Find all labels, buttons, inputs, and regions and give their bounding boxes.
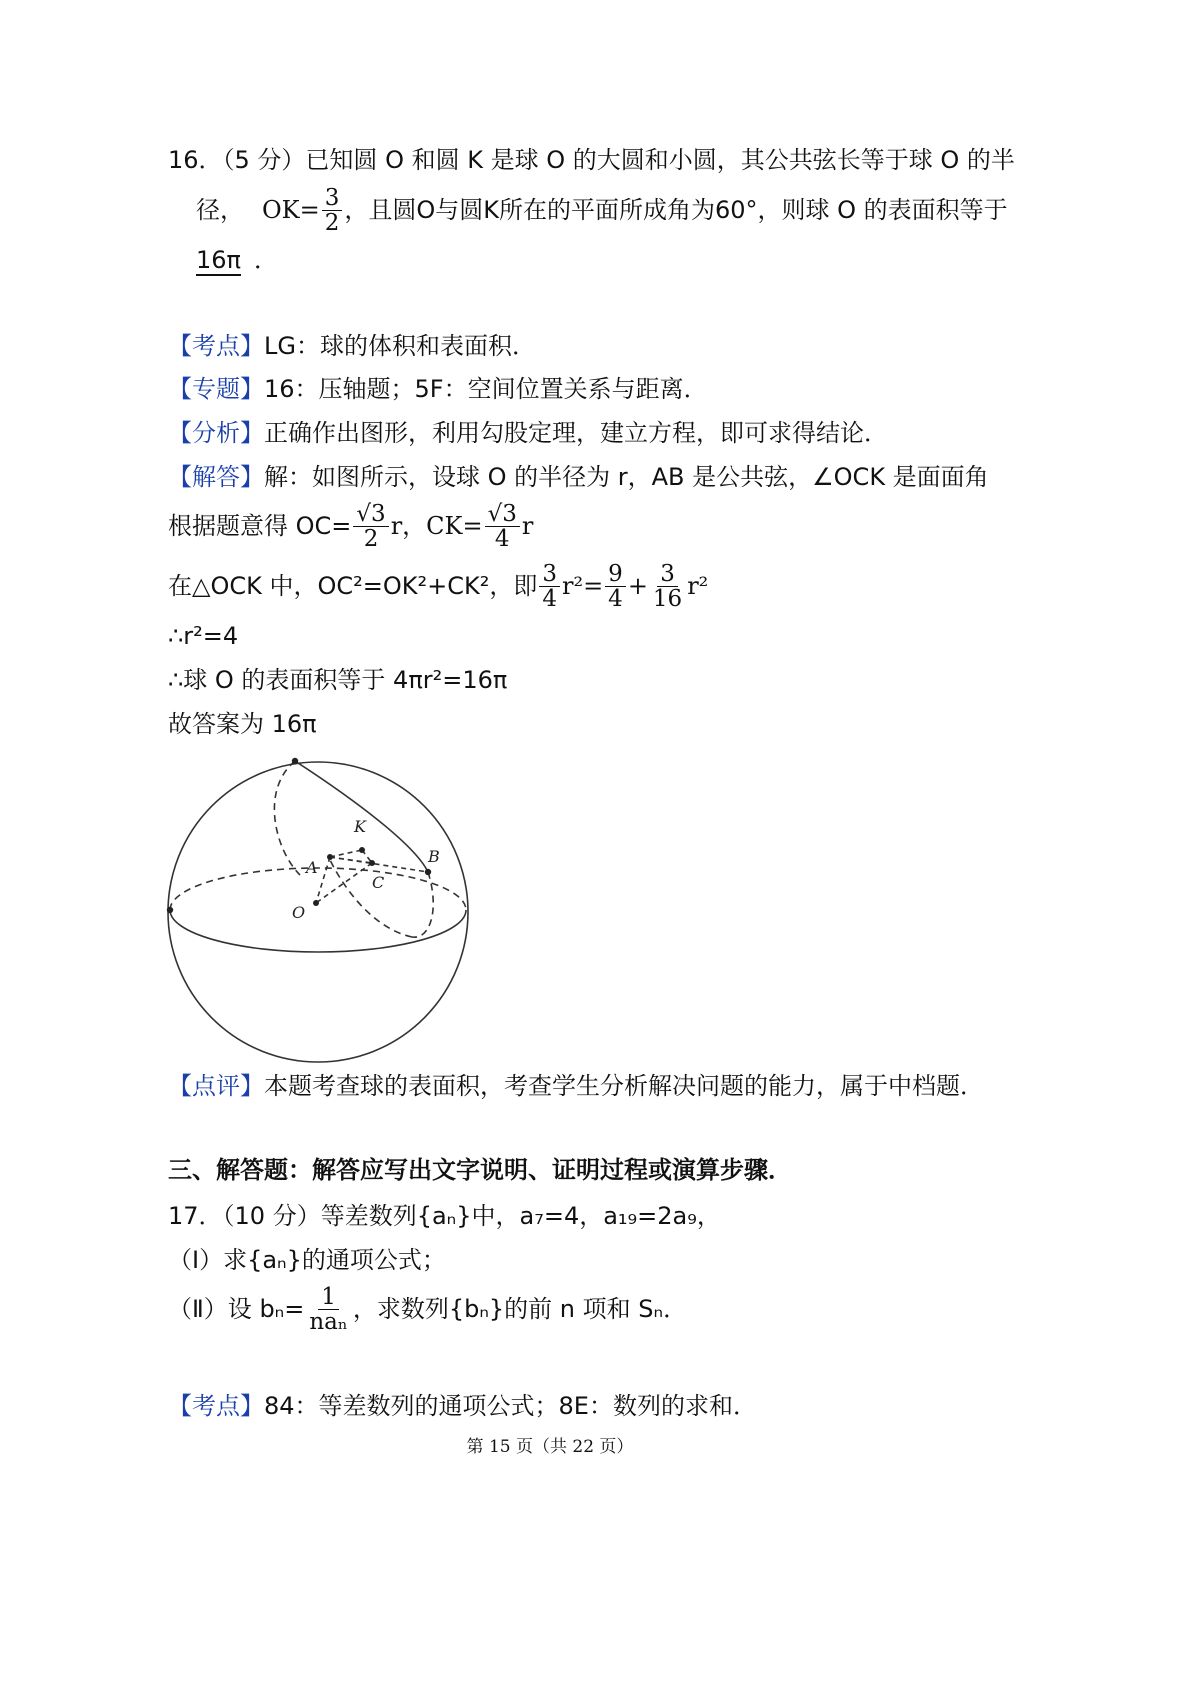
kaodian-text: LG：球的体积和表面积． xyxy=(264,332,536,360)
segment-k-top xyxy=(330,850,362,857)
dianping-text: 本题考查球的表面积，考查学生分析解决问题的能力，属于中档题． xyxy=(264,1072,984,1100)
step3-line: ∴r²=4 xyxy=(168,622,239,650)
sphere-figure xyxy=(150,750,490,1070)
point-c xyxy=(369,860,375,866)
jieda-tag: 【解答】 xyxy=(168,463,264,491)
equator-front xyxy=(170,910,466,952)
q16-line2 xyxy=(196,186,1008,234)
q16-ok-fraction xyxy=(322,186,343,235)
oc-num: √3 xyxy=(353,502,388,527)
point-b xyxy=(425,869,431,875)
section3-title: 三、解答题：解答应写出文字说明、证明过程或演算步骤． xyxy=(168,1156,792,1184)
oc-den: 2 xyxy=(363,525,379,552)
segment-ab xyxy=(330,857,428,872)
step2-frac2-den: 4 xyxy=(608,585,623,612)
step2-frac1-den: 4 xyxy=(542,585,557,612)
q17-kaodian-text: 84：等差数列的通项公式；8E：数列的求和． xyxy=(264,1392,757,1420)
point-top xyxy=(292,758,298,764)
step2-plus: + xyxy=(627,572,648,600)
fenxi-text: 正确作出图形，利用勾股定理，建立方程，即可求得结论． xyxy=(264,419,888,447)
step2-frac3 xyxy=(650,562,685,611)
q17-line1: 17．（10 分）等差数列{aₙ}中，a₇=4，a₁₉=2a₉， xyxy=(168,1202,721,1230)
q17-part2-prefix: （Ⅱ）设 bₙ= xyxy=(168,1295,305,1323)
small-circle-back-1 xyxy=(274,761,300,875)
step2-r: r²= xyxy=(561,572,604,600)
segment-ko xyxy=(316,857,330,903)
label-b: B xyxy=(428,847,440,866)
label-c: C xyxy=(372,873,385,892)
ck-num: √3 xyxy=(485,502,520,527)
q16-answer-line xyxy=(196,244,278,276)
jieda-line xyxy=(168,461,989,493)
dianping-tag: 【点评】 xyxy=(168,1072,264,1100)
point-k xyxy=(359,847,365,853)
point-o xyxy=(313,900,319,906)
q17-bn-num: 1 xyxy=(318,1285,339,1310)
step2-frac1-num: 3 xyxy=(539,562,560,587)
step1-line xyxy=(168,498,533,554)
label-a: A xyxy=(306,858,318,877)
step2-frac2-num: 9 xyxy=(605,562,626,587)
zhuanti-tag: 【专题】 xyxy=(168,375,264,403)
step2-frac2 xyxy=(605,562,626,611)
page-footer: 第 15 页（共 22 页） xyxy=(466,1437,634,1457)
step1-r1: r，CK= xyxy=(390,512,483,540)
fenxi-line xyxy=(168,417,888,449)
oc-fraction xyxy=(353,502,388,551)
ck-den: 4 xyxy=(494,525,510,552)
step4-line: ∴球 O 的表面积等于 4πr²=16π xyxy=(168,666,508,694)
q17-bn-fraction xyxy=(306,1285,350,1334)
step1-prefix: 根据题意得 OC= xyxy=(168,512,352,540)
kaodian-tag: 【考点】 xyxy=(168,332,264,360)
label-o: O xyxy=(292,903,306,922)
fenxi-tag: 【分析】 xyxy=(168,419,264,447)
zhuanti-text: 16：压轴题；5F：空间位置关系与距离． xyxy=(264,375,708,403)
q17-kaodian-tag: 【考点】 xyxy=(168,1392,264,1420)
q16-answer: 16π xyxy=(196,246,241,274)
step1-r2: r xyxy=(521,512,534,540)
dianping-line xyxy=(168,1070,984,1102)
q17-bn-den: naₙ xyxy=(309,1308,348,1335)
q16-line1: 16．（5 分）已知圆 O 和圆 K 是球 O 的大圆和小圆，其公共弦长等于球 O 的半 xyxy=(168,146,1015,174)
label-k: K xyxy=(354,817,366,836)
jieda-text: 解：如图所示，设球 O 的半径为 r，AB 是公共弦，∠OCK 是面面角 xyxy=(264,463,989,491)
q17-kaodian-line xyxy=(168,1390,757,1422)
q17-part2-suffix: ，求数列{bₙ}的前 n 项和 Sₙ． xyxy=(352,1295,688,1323)
point-left xyxy=(167,907,173,913)
q16-ok-label: OK= xyxy=(262,196,320,224)
ck-fraction xyxy=(485,502,520,551)
small-circle-back-3 xyxy=(330,860,412,937)
step2-frac3-den: 16 xyxy=(652,585,683,612)
step2-line xyxy=(168,558,708,614)
q17-part2 xyxy=(168,1280,687,1338)
step2-frac3-num: 3 xyxy=(657,562,678,587)
q17-part1: （Ⅰ）求{aₙ}的通项公式； xyxy=(168,1246,446,1274)
q16-line2-prefix: 径， xyxy=(196,196,244,224)
point-a xyxy=(327,854,333,860)
q16-ok-den: 2 xyxy=(324,209,340,236)
step2-prefix: 在△OCK 中，OC²=OK²+CK²，即 xyxy=(168,572,538,600)
q16-ok-num: 3 xyxy=(322,186,343,211)
step2-r-end: r² xyxy=(687,572,709,600)
q16-line2-mid: ，且圆O与圆K所在的平面所成角为60° xyxy=(344,196,758,224)
q16-answer-end: ． xyxy=(254,246,278,274)
zhuanti-line xyxy=(168,373,708,405)
small-circle-back-2 xyxy=(412,872,433,937)
q16-line2-suffix: ，则球 O 的表面积等于 xyxy=(757,196,1008,224)
kaodian-line xyxy=(168,330,536,362)
great-circle xyxy=(168,762,468,1062)
step5-line: 故答案为 16π xyxy=(168,710,317,738)
step2-frac1 xyxy=(539,562,560,611)
